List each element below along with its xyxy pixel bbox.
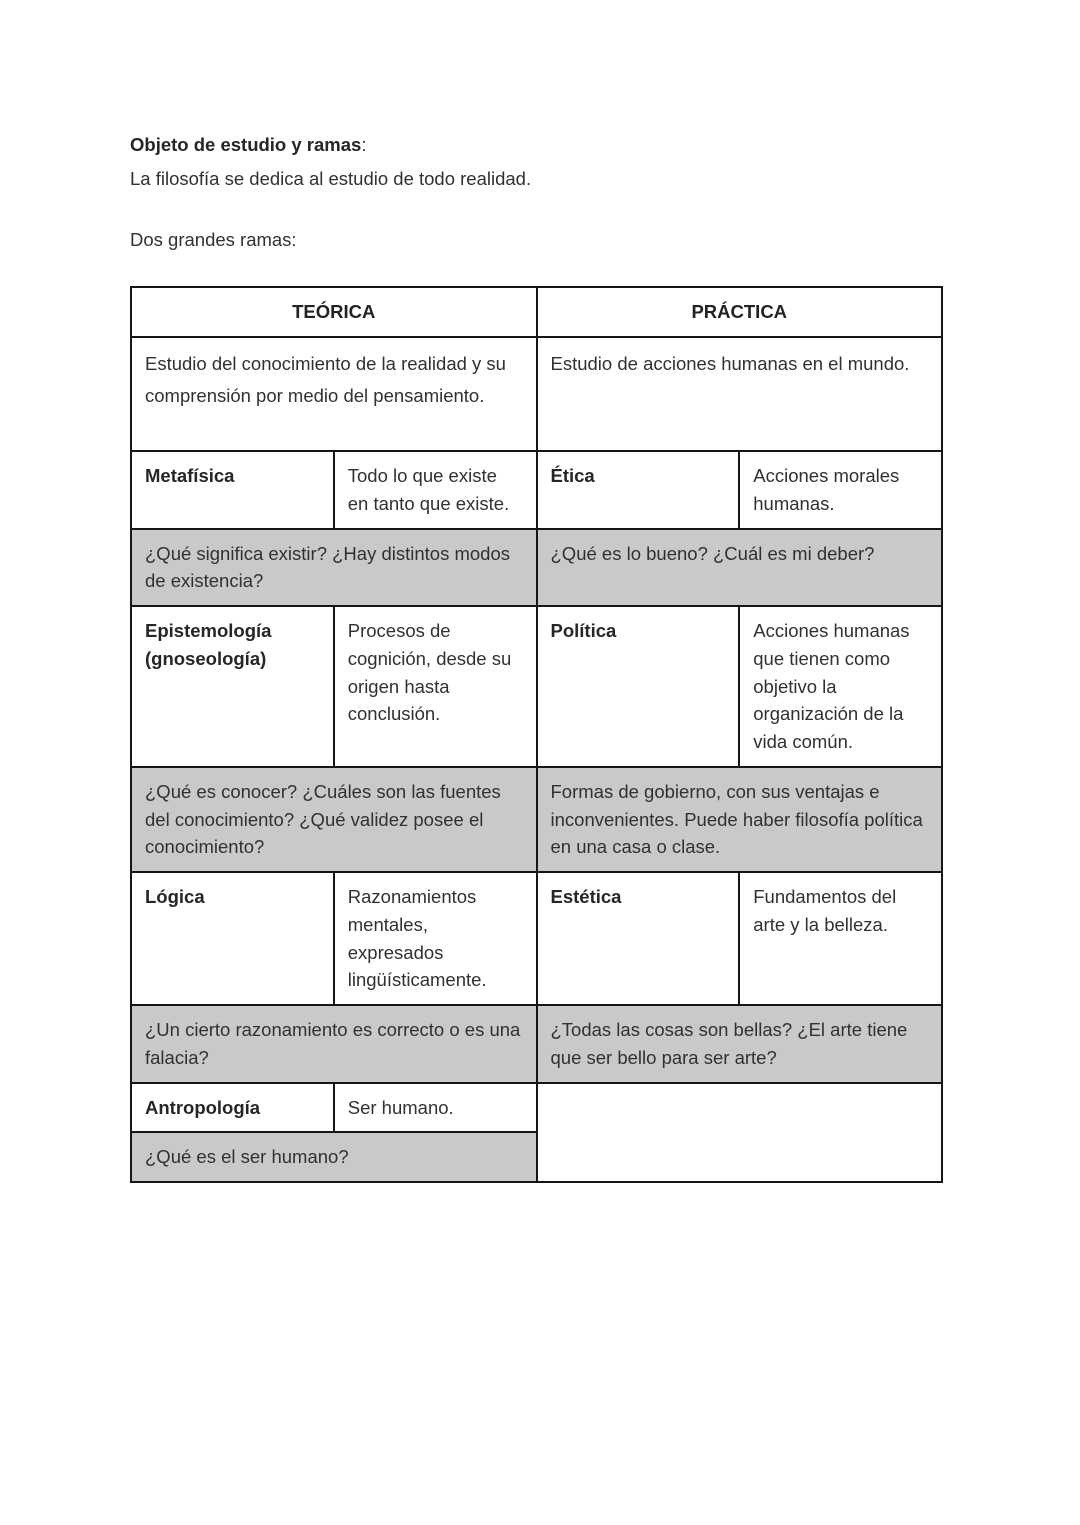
- branch-name-antropologia: Antropología: [131, 1083, 334, 1133]
- branch-questions-metafisica: ¿Qué significa existir? ¿Hay distintos modos de existencia?: [131, 529, 537, 607]
- branch-definition-metafisica: Todo lo que existe en tanto que existe.: [334, 451, 537, 529]
- column-header-practica: PRÁCTICA: [537, 287, 943, 337]
- questions-row-logica-estetica: [131, 1005, 942, 1083]
- practica-description-cell: Estudio de acciones humanas en el mundo.: [537, 337, 943, 451]
- intro-sentence: La filosofía se dedica al estudio de todo realidad.: [130, 167, 532, 189]
- section-heading-colon: :: [361, 134, 367, 155]
- branch-questions-estetica: ¿Todas las cosas son bellas? ¿El arte tiene que ser bello para ser arte?: [537, 1005, 943, 1083]
- branch-row-metafisica-etica: [131, 451, 942, 529]
- practica-empty-cell: [537, 1083, 943, 1183]
- section-heading-text: Objeto de estudio y ramas: [130, 134, 362, 155]
- branch-row-epistemologia-politica: [131, 606, 942, 767]
- column-descriptions-row: [131, 337, 942, 451]
- section-heading: [130, 131, 943, 159]
- teorica-description-cell: Estudio del conocimiento de la realidad y su comprensión por medio del pensamiento.: [131, 337, 537, 451]
- branch-name-metafisica: Metafísica: [131, 451, 334, 529]
- branch-definition-antropologia: Ser humano.: [334, 1083, 537, 1133]
- branch-definition-politica: Acciones humanas que tienen como objetivo la organización de la vida común.: [739, 606, 942, 767]
- branch-name-politica: Política: [537, 606, 740, 767]
- branch-row-logica-estetica: [131, 872, 942, 1005]
- branch-questions-etica: ¿Qué es lo bueno? ¿Cuál es mi deber?: [537, 529, 943, 607]
- branch-name-epistemologia: Epistemología (gnoseología): [131, 606, 334, 767]
- branch-definition-epistemologia: Procesos de cognición, desde su origen hasta conclusión.: [334, 606, 537, 767]
- branch-definition-logica: Razonamientos mentales, expresados lingüísticamente.: [334, 872, 537, 1005]
- questions-row-epistemologia-politica: [131, 767, 942, 872]
- branch-definition-etica: Acciones morales humanas.: [739, 451, 942, 529]
- branch-questions-politica: Formas de gobierno, con sus ventajas e inconvenientes. Puede haber filosofía política en una casa o clase.: [537, 767, 943, 872]
- branch-definition-estetica: Fundamentos del arte y la belleza.: [739, 872, 942, 1005]
- branch-row-antropologia: [131, 1083, 942, 1133]
- column-header-teorica: TEÓRICA: [131, 287, 537, 337]
- branches-lead-in: Dos grandes ramas:: [130, 228, 297, 250]
- branch-questions-epistemologia: ¿Qué es conocer? ¿Cuáles son las fuentes del conocimiento? ¿Qué validez posee el conocimiento?: [131, 767, 537, 872]
- branch-name-estetica: Estética: [537, 872, 740, 1005]
- branch-questions-antropologia: ¿Qué es el ser humano?: [131, 1132, 537, 1182]
- questions-row-metafisica-etica: [131, 529, 942, 607]
- branch-questions-logica: ¿Un cierto razonamiento es correcto o es una falacia?: [131, 1005, 537, 1083]
- branch-name-logica: Lógica: [131, 872, 334, 1005]
- branch-name-etica: Ética: [537, 451, 740, 529]
- philosophy-branches-table: [130, 286, 943, 1183]
- table-header-row: [131, 287, 942, 337]
